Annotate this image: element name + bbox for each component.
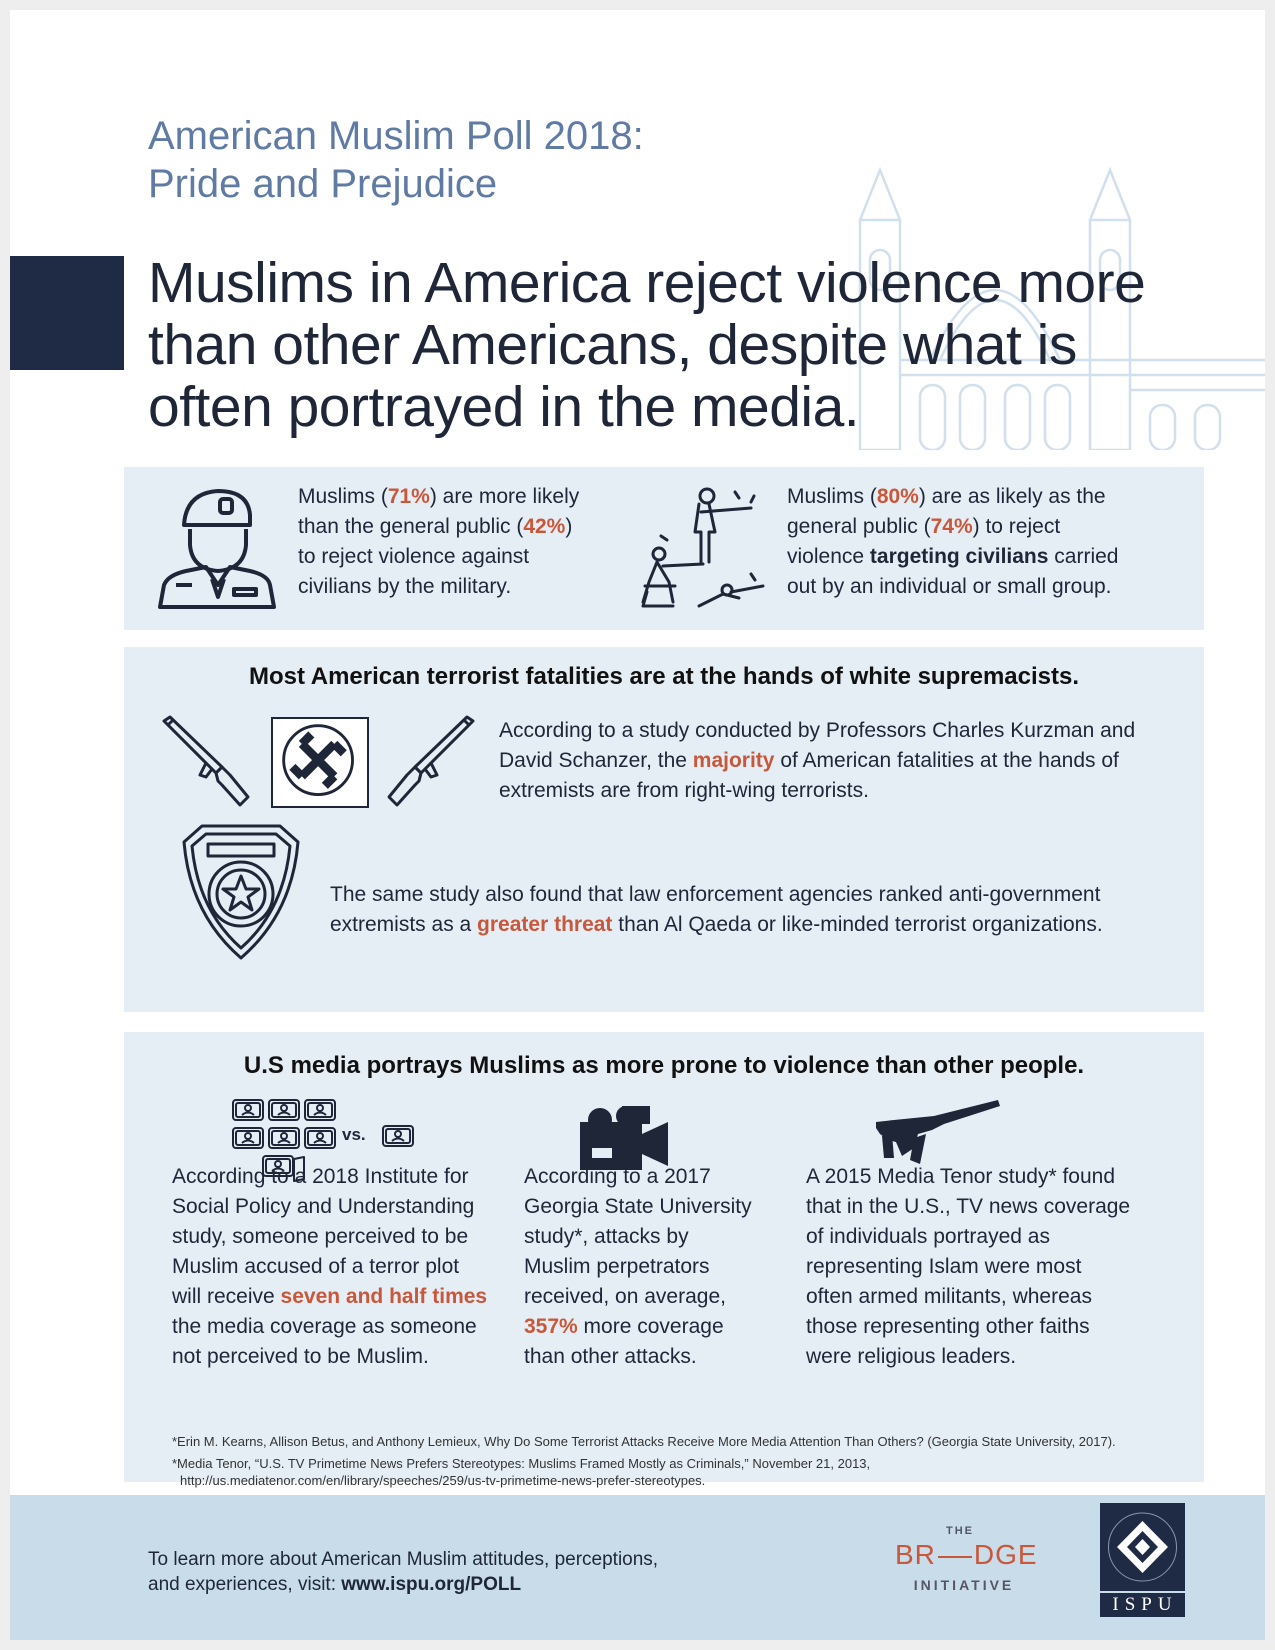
military-stat-text: Muslims (71%) are more likely than the general public (42%) to reject violence against civilians by the military. [298,485,580,598]
ispu-diamond-icon [1100,1503,1185,1591]
assault-rifle-icon [874,1098,1004,1168]
section-title-fatalities: Most American terrorist fatalities are at the hands of white supremacists. [248,663,1079,690]
soldier-icon [156,485,276,610]
georgia-state-study-text: According to a 2017 Georgia State University study*, attacks by Muslim perpetrators received, on average, 357% more coverage than other attacks. [524,1165,752,1368]
swastika-box [271,717,369,808]
swastika-icon [273,719,367,806]
media-portrayal-panel [124,1032,1204,1488]
bridge-initiative-logo: THE BR DGE INITIATIVE [895,1525,1038,1593]
stat-71: 71% [387,485,430,508]
footnote-1: *Erin M. Kearns, Allison Betus, and Anthony Lemieux, Why Do Some Terrorist Attacks Receive More Media Attention Than Others? (Georgia State University, 2017). [172,1434,1116,1449]
white-supremacist-panel [124,647,1204,1012]
headline-line-3: often portrayed in the media. [148,375,860,439]
kurzman-study-text: According to a study conducted by Professors Charles Kurzman and David Schanzer, the majority of American fatalities at the hands of extremists are from right-wing terrorists. [499,719,1136,802]
ispu-study-text: According to a 2018 Institute for Social Policy and Understanding study, someone perceived to be Muslim accused of a terror plot will receive seven and half times the media coverage as someone not perceived to be Muslim. [172,1165,488,1368]
footnote-2-url: http://us.mediatenor.com/en/library/speeches/259/us-tv-primetime-news-prefer-stereotypes. [180,1473,706,1488]
footer [10,1495,1265,1640]
subtitle-line-1: American Muslim Poll 2018: [148,114,644,158]
footer-text: To learn more about American Muslim attitudes, perceptions, and experiences, visit: www.ispu.org/POLL [148,1549,659,1595]
rifle-right-icon [382,715,477,810]
greater-threat-text: The same study also found that law enforcement agencies ranked anti-government extremists as a greater threat than Al Qaeda or like-minded terrorist organizations. [330,883,1103,936]
rifle-left-icon [160,715,255,810]
poll-url-link[interactable]: www.ispu.org/POLL [341,1574,522,1595]
seven-and-half-emphasis: seven and half times [280,1285,488,1308]
stat-42: 42% [523,515,566,538]
media-tenor-study-text: A 2015 Media Tenor study* found that in the U.S., TV news coverage of individuals portrayed as representing Islam were most often armed militants, whereas those representing other faiths were religious leaders. [806,1165,1131,1368]
civilian-stat-text: Muslims (80%) are as likely as the general public (74%) to reject violence targeting civilians carried out by an individual or small group. [787,485,1119,598]
headline-line-2: than other Americans, despite what is [148,313,1077,377]
majority-emphasis: majority [692,749,775,772]
headline [148,252,1208,438]
subtitle-line-2: Pride and Prejudice [148,162,498,206]
section-title-media: U.S media portrays Muslims as more prone to violence than other people. [243,1052,1085,1079]
ispu-logo: ISPU [1100,1503,1185,1633]
shooters-icon [639,482,769,612]
357-percent-emphasis: 357% [524,1315,578,1338]
accent-block [10,256,124,370]
stat-74: 74% [930,515,973,538]
vs-label: vs. [342,1125,366,1144]
targeting-civilians-emphasis: targeting civilians [869,545,1049,568]
rejection-stats-panel [124,467,1204,630]
infographic-page [10,10,1265,1640]
poll-subtitle [148,112,848,208]
headline-line-1: Muslims in America reject violence more [148,251,1146,315]
footnote-2: *Media Tenor, “U.S. TV Primetime News Prefers Stereotypes: Muslims Framed Mostly as Criminals,” November 21, 2013, http://us.mediatenor.com/en/library/speeches/259/us-tv-primetime-news-prefer-stereotypes. [172,1455,1197,1489]
greater-threat-emphasis: greater threat [477,913,613,936]
police-badge-icon [180,822,302,962]
stat-80: 80% [876,485,919,508]
